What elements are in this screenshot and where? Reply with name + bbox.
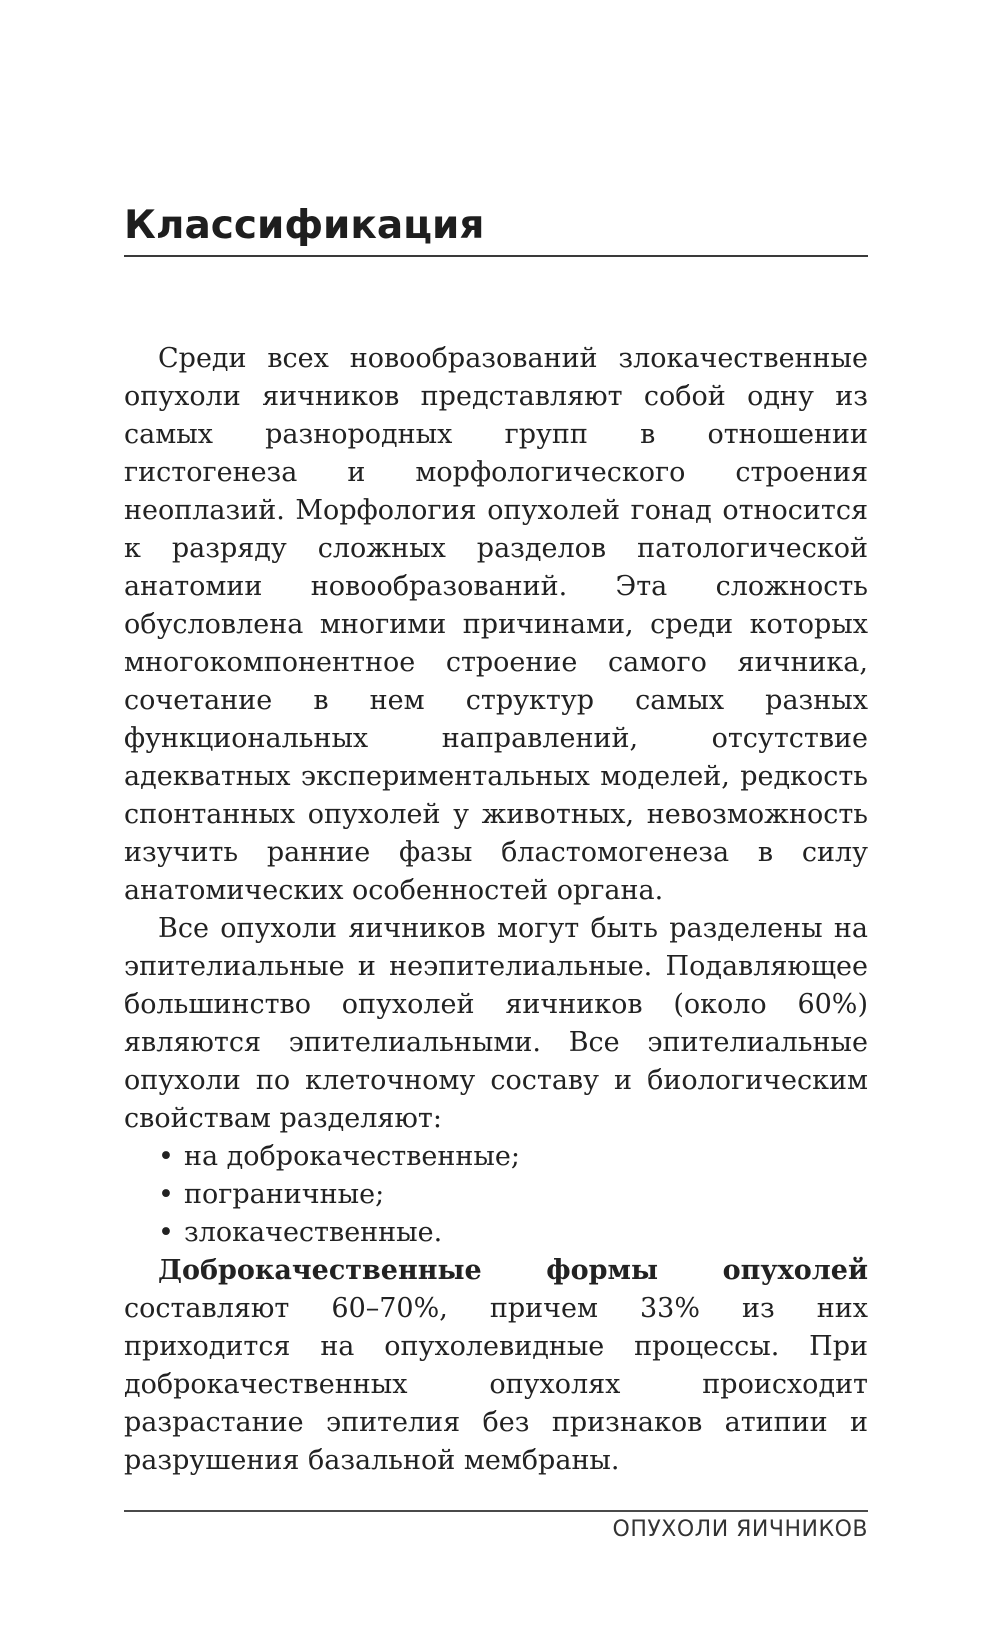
heading-underline bbox=[124, 255, 868, 257]
list-item bbox=[158, 1176, 868, 1214]
bullet-icon: • bbox=[158, 1217, 174, 1248]
footer-rule bbox=[124, 1510, 868, 1512]
bullet-icon: • bbox=[158, 1141, 174, 1172]
bold-term: Доброкачественные формы опухолей bbox=[158, 1255, 868, 1286]
list-item bbox=[158, 1214, 868, 1252]
section-heading: Классификация bbox=[124, 203, 485, 248]
classification-list bbox=[124, 1138, 868, 1252]
bullet-icon: • bbox=[158, 1179, 174, 1210]
list-item-text: злокачественные. bbox=[184, 1217, 443, 1248]
paragraph-types: Все опухоли яичников могут быть разделены на эпителиальные и неэпителиальные. Подавляющее большинство опухолей яичников (около 60%) являются эпителиальными. Все эпителиальные опухоли по клеточному составу и биологическим свойствам разделяют: bbox=[124, 913, 868, 1134]
paragraph-intro: Среди всех новообразований злокачественные опухоли яичников представляют собой одну из самых разнородных групп в отношении гистогенеза и морфологического строения неоплазий. Морфология опухолей гонад относится к разряду сложных разделов патологической анатомии новообразований. Эта сложность обусловлена многими причинами, среди которых многокомпонентное строение самого яичника, сочетание в нем структур самых разных функциональных направлений, отсутствие адекватных экспериментальных моделей, редкость спонтанных опухолей у животных, невозможность изучить ранние фазы бластомогенеза в силу анатомических особенностей органа. bbox=[124, 343, 868, 906]
paragraph-benign bbox=[124, 1252, 868, 1480]
list-item bbox=[158, 1138, 868, 1176]
list-item-text: пограничные; bbox=[184, 1179, 385, 1210]
running-title: ОПУХОЛИ ЯИЧНИКОВ bbox=[612, 1517, 868, 1542]
paragraph-benign-text: составляют 60–70%, причем 33% из них приходится на опухолевидные процессы. При доброкачественных опухолях происходит разрастание эпителия без признаков атипии и разрушения базальной мембраны. bbox=[124, 1293, 868, 1476]
list-item-text: на доброкачественные; bbox=[184, 1141, 520, 1172]
body-text bbox=[124, 340, 868, 1480]
